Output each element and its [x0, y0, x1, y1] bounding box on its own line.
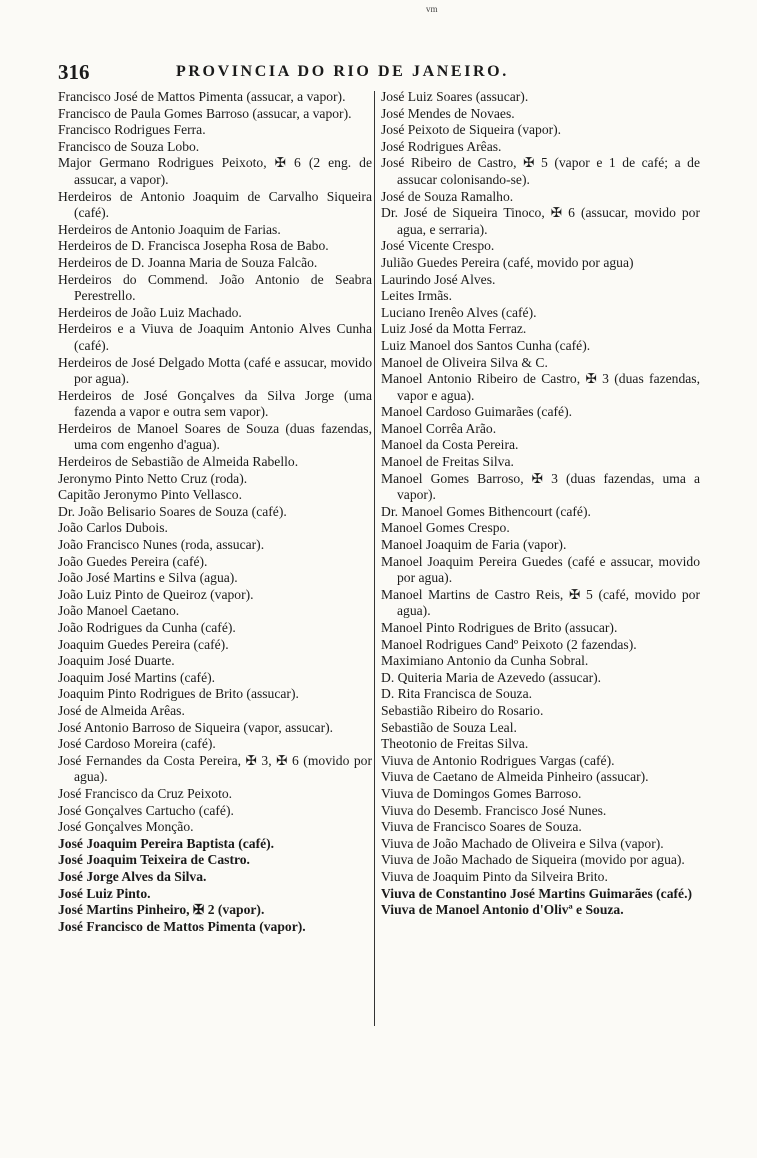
list-entry: Sebastião de Souza Leal. [381, 719, 517, 735]
list-entry: José Joaquim Teixeira de Castro. [58, 852, 250, 868]
list-entry: Laurindo José Alves. [381, 271, 496, 287]
page-title: PROVINCIA DO RIO DE JANEIRO. [176, 63, 509, 80]
list-entry: Joaquim José Martins (café). [58, 669, 216, 685]
list-entry: Manoel Pinto Rodrigues de Brito (assucar). [381, 620, 618, 635]
list-entry: Francisco de Paula Gomes Barroso (assucar, a vapor). [58, 105, 352, 121]
list-entry: Julião Guedes Pereira (café, movido por agua) [381, 254, 634, 270]
list-entry: Joaquim José Duarte. [58, 653, 175, 669]
list-entry: Manoel Corrêa Arão. [381, 420, 497, 436]
list-entry: José Martins Pinheiro, ✠ 2 (vapor). [58, 902, 265, 918]
list-entry: Viuva de João Machado de Siqueira (movido por agua). [381, 852, 685, 868]
list-entry: Herdeiros de Manoel Soares de Souza (duas fazendas, uma com engenho d'agua). [58, 420, 372, 453]
list-entry: José Gonçalves Cartucho (café). [58, 802, 234, 818]
list-entry: Herdeiros de Sebastião de Almeida Rabello. [58, 454, 299, 470]
list-entry: Dr. João Belisario Soares de Souza (café). [58, 503, 287, 519]
list-entry: Joaquim Pinto Rodrigues de Brito (assucar). [58, 686, 299, 702]
list-entry: Dr. José de Siqueira Tinoco, ✠ 6 (assucar, movido por agua, e serraria). [381, 205, 700, 237]
list-entry: José Gonçalves Monção. [58, 819, 194, 835]
list-entry: Herdeiros de José Gonçalves da Silva Jorge (uma fazenda a vapor e outra sem vapor). [58, 387, 372, 420]
list-entry: José Rodrigues Arêas. [381, 138, 502, 154]
column-divider [374, 91, 375, 1026]
list-entry: Viuva de João Machado de Oliveira e Silva (vapor). [381, 835, 664, 851]
list-entry: Manoel de Freitas Silva. [381, 454, 514, 470]
list-entry: José Jorge Alves da Silva. [58, 868, 207, 884]
list-entry: Viuva de Constantino José Martins Guimarães (café.) [381, 885, 692, 901]
list-entry: José Ribeiro de Castro, ✠ 5 (vapor e 1 de café; a de assucar colonisando-se). [381, 155, 700, 187]
pencil-mark: ᵛᵐ [426, 4, 438, 20]
list-entry: José Mendes de Novaes. [381, 105, 515, 121]
list-entry: Manoel Rodrigues Candº Peixoto (2 fazendas). [381, 636, 637, 652]
page-header [58, 60, 708, 86]
page-number: 316 [58, 60, 90, 84]
list-entry: Sebastião Ribeiro do Rosario. [381, 702, 544, 718]
list-entry: Manoel Gomes Barroso, ✠ 3 (duas fazendas, uma a vapor). [381, 470, 700, 503]
list-entry: Viuva de Antonio Rodrigues Vargas (café). [381, 752, 615, 768]
list-entry: Dr. Manoel Gomes Bithencourt (café). [381, 503, 591, 519]
list-entry: José Luiz Soares (assucar). [381, 89, 529, 104]
list-entry: José Vicente Crespo. [381, 238, 495, 254]
list-entry: Theotonio de Freitas Silva. [381, 736, 529, 752]
list-entry: João José Martins e Silva (agua). [58, 570, 238, 586]
list-entry: Francisco Rodrigues Ferra. [58, 122, 206, 138]
list-entry: Herdeiros e a Viuva de Joaquim Antonio Alves Cunha (café). [58, 321, 372, 353]
list-entry: D. Quiteria Maria de Azevedo (assucar). [381, 669, 602, 685]
list-entry: Herdeiros de Antonio Joaquim de Carvalho Siqueira (café). [58, 188, 372, 221]
list-entry: João Luiz Pinto de Queiroz (vapor). [58, 586, 254, 602]
list-entry: Viuva de Domingos Gomes Barroso. [381, 785, 582, 801]
list-entry: João Guedes Pereira (café). [58, 553, 208, 569]
list-entry: José de Souza Ramalho. [381, 188, 514, 204]
list-entry: D. Rita Francisca de Souza. [381, 686, 532, 702]
list-entry: Manoel Cardoso Guimarães (café). [381, 404, 572, 420]
list-entry: João Francisco Nunes (roda, assucar). [58, 537, 265, 553]
list-entry: Herdeiros de José Delgado Motta (café e assucar, movido por agua). [58, 354, 372, 387]
list-entry: Manoel de Oliveira Silva & C. [381, 354, 548, 370]
list-entry: Herdeiros do Commend. João Antonio de Seabra Perestrello. [58, 271, 372, 304]
list-entry: Manoel da Costa Pereira. [381, 437, 519, 453]
list-entry: Manoel Joaquim de Faria (vapor). [381, 537, 567, 553]
list-entry: João Rodrigues da Cunha (café). [58, 620, 236, 635]
list-entry: Herdeiros de D. Joanna Maria de Souza Falcão. [58, 254, 318, 270]
list-entry: Luciano Irenêo Alves (café). [381, 304, 537, 320]
list-entry: Capitão Jeronymo Pinto Vellasco. [58, 487, 242, 503]
list-entry: José Francisco da Cruz Peixoto. [58, 785, 233, 801]
list-entry: Manoel Joaquim Pereira Guedes (café e assucar, movido por agua). [381, 553, 700, 586]
list-entry: João Carlos Dubois. [58, 520, 168, 536]
list-entry: Herdeiros de D. Francisca Josepha Rosa de Babo. [58, 238, 329, 254]
list-entry: Herdeiros de João Luiz Machado. [58, 304, 242, 320]
list-entry: José de Almeida Arêas. [58, 702, 185, 718]
list-entry: Viuva de Francisco Soares de Souza. [381, 819, 582, 835]
list-entry: Viuva de Manoel Antonio d'Olivª e Souza. [381, 902, 624, 918]
list-entry: Herdeiros de Antonio Joaquim de Farias. [58, 221, 281, 237]
left-column [58, 89, 372, 935]
list-entry: Francisco de Souza Lobo. [58, 138, 200, 154]
list-entry: José Fernandes da Costa Pereira, ✠ 3, ✠ 6 (movido por agua). [58, 752, 372, 785]
list-entry: José Cardoso Moreira (café). [58, 736, 216, 752]
list-entry: Luiz Manoel dos Santos Cunha (café). [381, 337, 591, 353]
list-entry: João Manoel Caetano. [58, 603, 180, 619]
list-entry: Viuva do Desemb. Francisco José Nunes. [381, 802, 607, 818]
list-entry: Viuva de Joaquim Pinto da Silveira Brito. [381, 868, 608, 884]
list-entry: Luiz José da Motta Ferraz. [381, 321, 527, 337]
list-entry: José Joaquim Pereira Baptista (café). [58, 835, 275, 851]
list-entry: Jeronymo Pinto Netto Cruz (roda). [58, 470, 248, 486]
list-entry: José Peixoto de Siqueira (vapor). [381, 122, 562, 138]
list-entry: Francisco José de Mattos Pimenta (assucar, a vapor). [58, 89, 346, 104]
list-entry: Major Germano Rodrigues Peixoto, ✠ 6 (2 eng. de assucar, a vapor). [58, 155, 372, 187]
right-column [381, 89, 700, 919]
list-entry: José Antonio Barroso de Siqueira (vapor, assucar). [58, 719, 334, 735]
list-entry: Viuva de Caetano de Almeida Pinheiro (assucar). [381, 769, 649, 785]
list-entry: José Francisco de Mattos Pimenta (vapor). [58, 918, 306, 934]
list-entry: Maximiano Antonio da Cunha Sobral. [381, 653, 589, 669]
list-entry: Leites Irmãs. [381, 288, 452, 304]
list-entry: Manoel Gomes Crespo. [381, 520, 510, 536]
list-entry: Manoel Martins de Castro Reis, ✠ 5 (café, movido por agua). [381, 586, 700, 619]
list-entry: José Luiz Pinto. [58, 885, 151, 901]
list-entry: Manoel Antonio Ribeiro de Castro, ✠ 3 (duas fazendas, vapor e agua). [381, 371, 700, 403]
list-entry: Joaquim Guedes Pereira (café). [58, 636, 229, 652]
